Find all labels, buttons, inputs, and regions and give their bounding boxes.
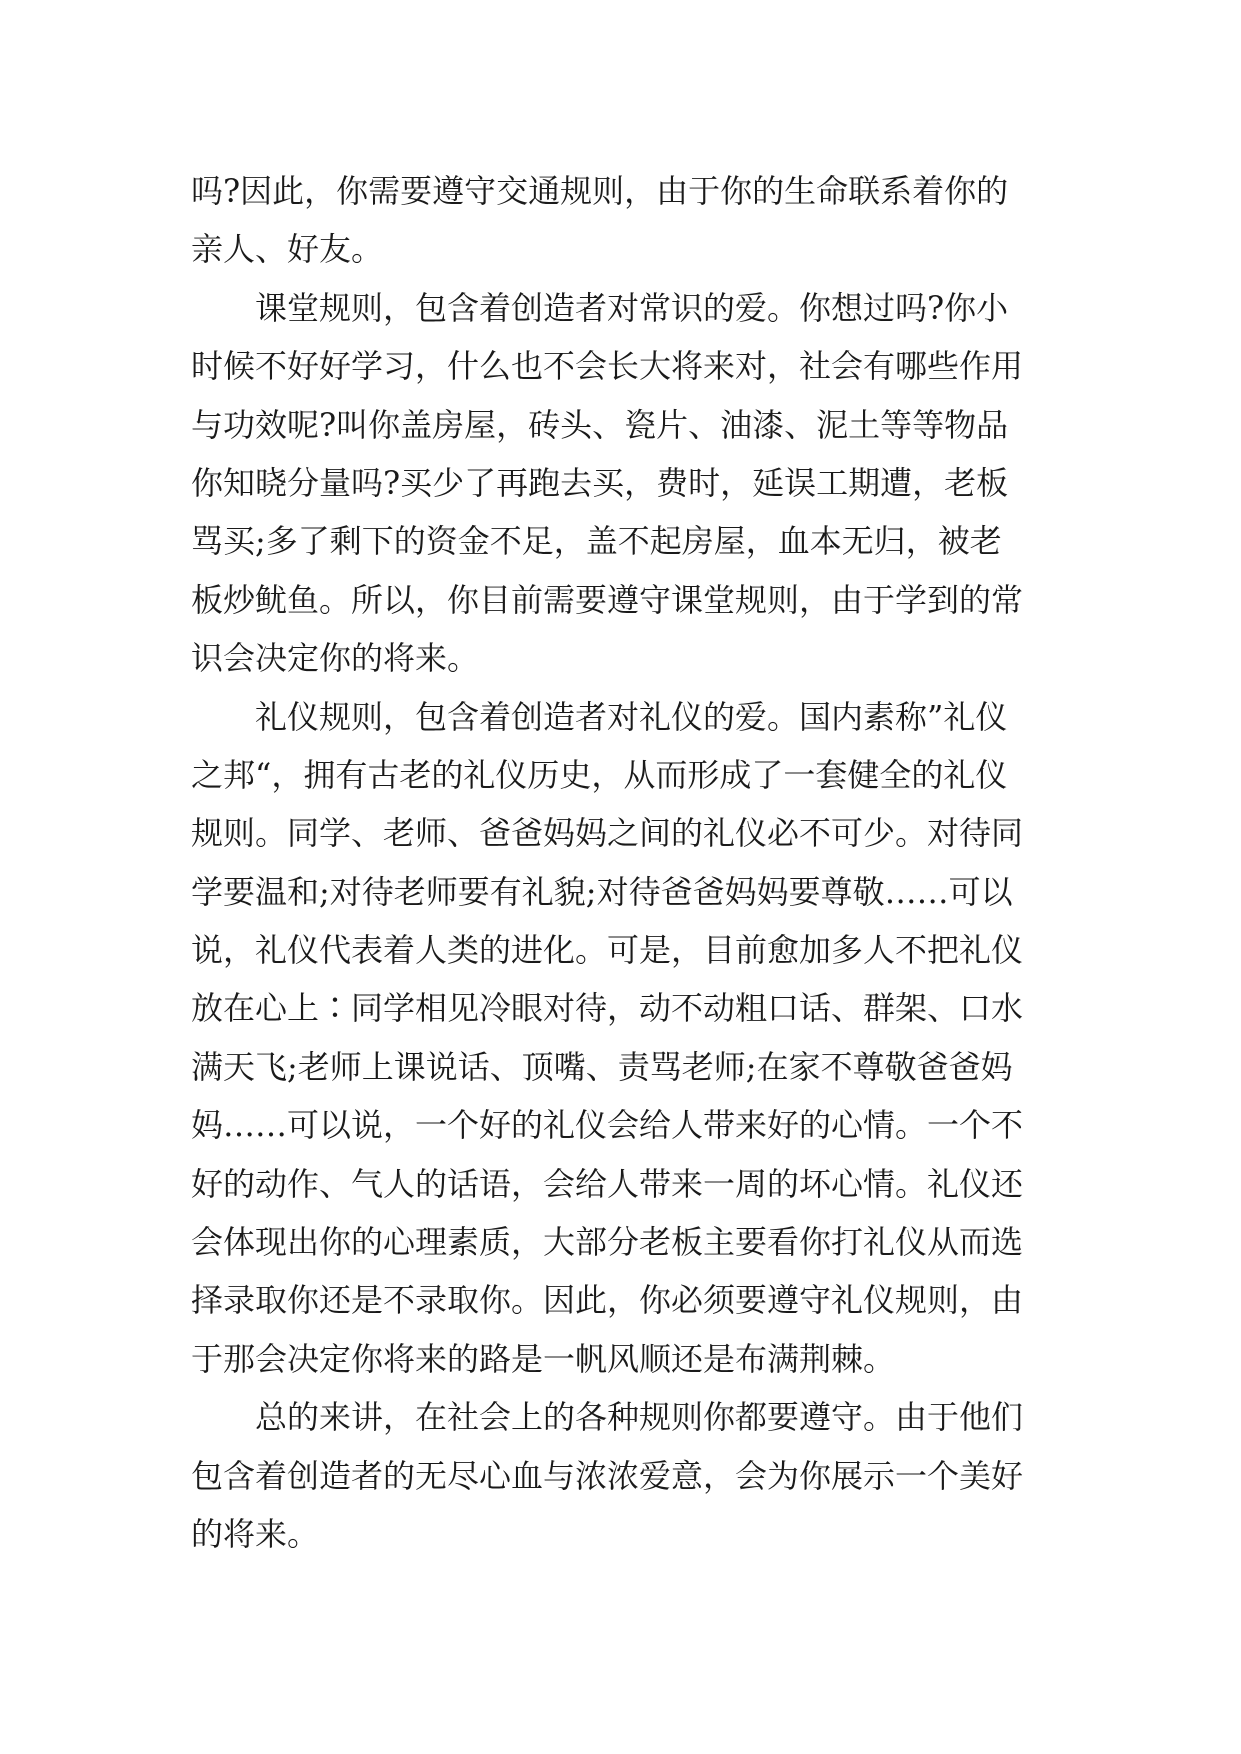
text-line: 总的来讲，在社会上的各种规则你都要遵守。由于他们: [191, 1398, 1024, 1437]
text-line: 时候不好好学习，什么也不会长大将来对，社会有哪些作用: [191, 347, 1024, 386]
text-line: 板炒鱿鱼。所以，你目前需要遵守课堂规则，由于学到的常: [191, 580, 1024, 619]
text-line: 与功效呢?叫你盖房屋，砖头、瓷片、油漆、泥土等等物品: [191, 405, 1009, 444]
paragraph-etiquette-rules: [191, 688, 1061, 1389]
text-line: 之邦“，拥有古老的礼仪历史，从而形成了一套健全的礼仪: [191, 755, 1008, 794]
text-line: 识会决定你的将来。: [191, 639, 480, 678]
body-text: [191, 162, 1061, 1563]
text-line: 满天飞;老师上课说话、顶嘴、责骂老师;在家不尊敬爸爸妈: [191, 1047, 1013, 1086]
text-line: 亲人、好友。: [191, 230, 384, 269]
text-line: 说，礼仪代表着人类的进化。可是，目前愈加多人不把礼仪: [191, 931, 1024, 970]
text-line: 学要温和;对待老师要有礼貌;对待爸爸妈妈要尊敬……可以: [191, 872, 1013, 911]
text-line: 放在心上∶同学相见冷眼对待，动不动粗口话、群架、口水: [191, 989, 1024, 1028]
text-line: 礼仪规则，包含着创造者对礼仪的爱。国内素称”礼仪: [191, 697, 1008, 736]
text-line: 会体现出你的心理素质，大部分老板主要看你打礼仪从而选: [191, 1223, 1024, 1262]
text-line: 妈……可以说，一个好的礼仪会给人带来好的心情。一个不: [191, 1106, 1024, 1145]
text-line: 吗?因此，你需要遵守交通规则，由于你的生命联系着你的: [191, 172, 1009, 210]
text-line: 课堂规则，包含着创造者对常识的爱。你想过吗?你小: [191, 288, 1009, 327]
text-line: 于那会决定你将来的路是一帆风顺还是布满荆棘。: [191, 1339, 896, 1378]
text-line: 包含着创造者的无尽心血与浓浓爱意，会为你展示一个美好: [191, 1456, 1024, 1495]
text-line: 好的动作、气人的话语，会给人带来一周的坏心情。礼仪还: [191, 1164, 1024, 1203]
text-line: 骂买;多了剩下的资金不足，盖不起房屋，血本无归，被老: [191, 522, 1002, 561]
paragraph-classroom-rules: [191, 279, 1061, 688]
text-line: 的将来。: [191, 1514, 320, 1553]
text-line: 你知晓分量吗?买少了再跑去买，费时，延误工期遭，老板: [191, 463, 1009, 502]
text-line: 规则。同学、老师、爸爸妈妈之间的礼仪必不可少。对待同: [191, 814, 1024, 853]
text-line: 择录取你还是不录取你。因此，你必须要遵守礼仪规则，由: [191, 1281, 1024, 1320]
paragraph-conclusion: [191, 1388, 1061, 1563]
paragraph-traffic-rules-ending: [191, 162, 1061, 279]
